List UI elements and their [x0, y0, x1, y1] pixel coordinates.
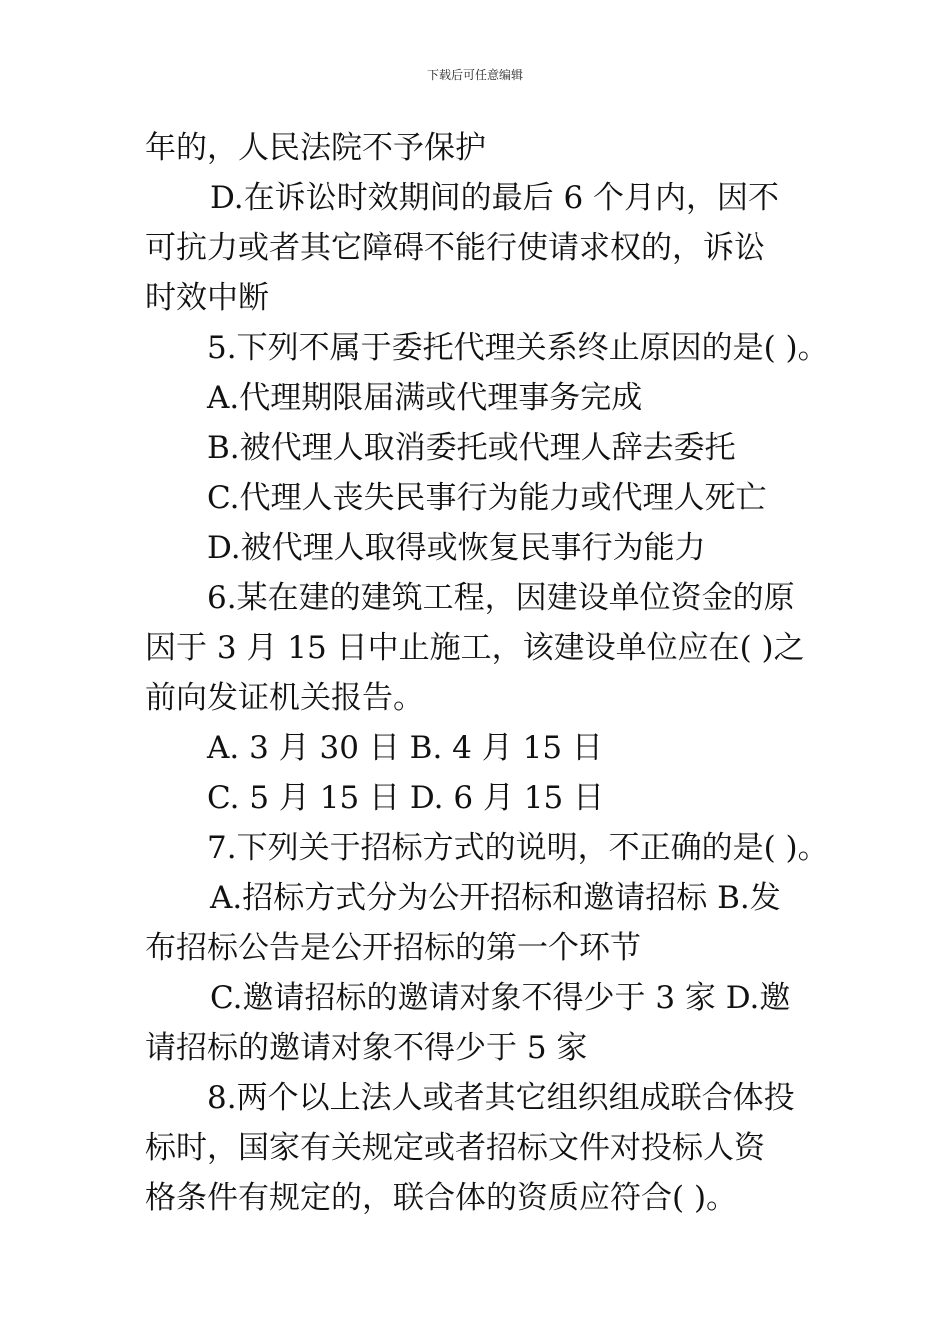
option-d: D.被代理人取得或恢复民事行为能力 — [207, 530, 706, 566]
option-d-line: D.在诉讼时效期间的最后 6 个月内，因不 — [210, 180, 780, 216]
text-line: 格条件有规定的，联合体的资质应符合( )。 — [145, 1180, 738, 1216]
option-a: A.招标方式分为公开招标和邀请招标 B.发 — [210, 880, 781, 916]
option-a: A.代理期限届满或代理事务完成 — [207, 380, 643, 416]
text-line: 标时，国家有关规定或者招标文件对投标人资 — [145, 1130, 765, 1166]
question-5: 5.下列不属于委托代理关系终止原因的是( )。 — [207, 330, 829, 366]
text-line: 因于 3 月 15 日中止施工，该建设单位应在( )之 — [145, 630, 805, 666]
question-7: 7.下列关于招标方式的说明，不正确的是( )。 — [207, 830, 829, 866]
page-header: 下载后可任意编辑 — [426, 68, 523, 82]
text-line: 前向发证机关报告。 — [145, 680, 424, 716]
question-8: 8.两个以上法人或者其它组织组成联合体投 — [207, 1080, 795, 1116]
text-line: 时效中断 — [145, 280, 269, 316]
options-cd: C. 5 月 15 日 D. 6 月 15 日 — [207, 780, 605, 816]
options-ab: A. 3 月 30 日 B. 4 月 15 日 — [207, 730, 603, 766]
text-line: 年的，人民法院不予保护 — [145, 130, 486, 166]
question-6: 6.某在建的建筑工程，因建设单位资金的原 — [207, 580, 795, 616]
text-line: 请招标的邀请对象不得少于 5 家 — [145, 1030, 588, 1066]
text-line: 布招标公告是公开招标的第一个环节 — [145, 930, 641, 966]
option-b: B.被代理人取消委托或代理人辞去委托 — [207, 430, 736, 466]
text-line: 可抗力或者其它障碍不能行使请求权的，诉讼 — [145, 230, 765, 266]
option-c: C.邀请招标的邀请对象不得少于 3 家 D.邀 — [210, 980, 791, 1016]
option-c: C.代理人丧失民事行为能力或代理人死亡 — [207, 480, 767, 516]
